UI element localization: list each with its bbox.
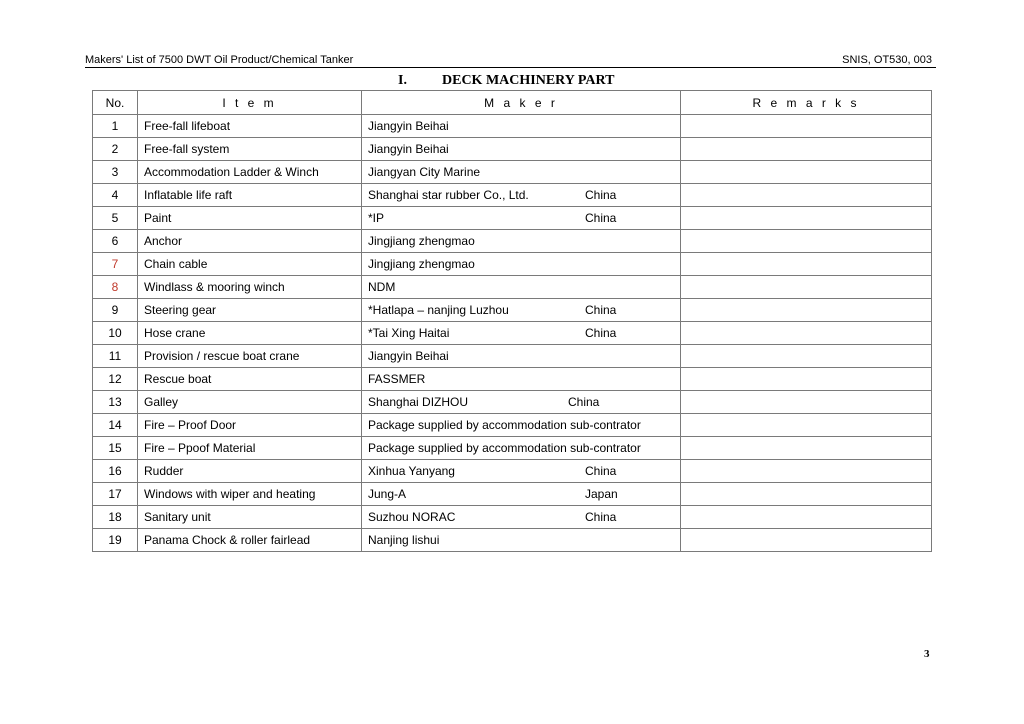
- table-row: [93, 391, 932, 414]
- remarks-cell: [681, 506, 932, 529]
- row-number: 13: [93, 391, 138, 414]
- table-row: [93, 276, 932, 299]
- maker-name: Jung-A: [368, 487, 407, 501]
- maker-country: China: [585, 464, 617, 478]
- maker-name: NDM: [368, 280, 396, 294]
- makers-table: [92, 90, 932, 552]
- maker-cell: [362, 322, 681, 345]
- item-cell: Hose crane: [138, 322, 362, 345]
- row-number: 10: [93, 322, 138, 345]
- maker-country: Japan: [585, 487, 618, 501]
- item-cell: Anchor: [138, 230, 362, 253]
- row-number: 8: [93, 276, 138, 299]
- maker-country: China: [585, 326, 617, 340]
- remarks-cell: [681, 230, 932, 253]
- page-header: [85, 54, 936, 68]
- maker-name: Jiangyin Beihai: [368, 142, 449, 156]
- maker-cell: [362, 253, 681, 276]
- row-number: 11: [93, 345, 138, 368]
- maker-name: Jingjiang zhengmao: [368, 234, 475, 248]
- item-cell: Fire – Proof Door: [138, 414, 362, 437]
- table-row: [93, 207, 932, 230]
- maker-name: Suzhou NORAC: [368, 510, 456, 524]
- maker-cell: [362, 138, 681, 161]
- maker-cell: [362, 230, 681, 253]
- row-number: 16: [93, 460, 138, 483]
- row-number: 1: [93, 115, 138, 138]
- maker-name: Shanghai star rubber Co., Ltd.: [368, 188, 529, 202]
- maker-cell: [362, 368, 681, 391]
- column-header-item: I t e m: [138, 91, 362, 115]
- maker-cell: [362, 414, 681, 437]
- row-number: 14: [93, 414, 138, 437]
- table-row: [93, 138, 932, 161]
- item-cell: Provision / rescue boat crane: [138, 345, 362, 368]
- maker-name: Shanghai DIZHOU: [368, 395, 469, 409]
- table-row: [93, 345, 932, 368]
- maker-cell: [362, 276, 681, 299]
- row-number: 19: [93, 529, 138, 552]
- row-number: 12: [93, 368, 138, 391]
- item-cell: Panama Chock & roller fairlead: [138, 529, 362, 552]
- remarks-cell: [681, 184, 932, 207]
- item-cell: Rescue boat: [138, 368, 362, 391]
- table-row: [93, 506, 932, 529]
- maker-cell: [362, 391, 681, 414]
- row-number: 6: [93, 230, 138, 253]
- remarks-cell: [681, 368, 932, 391]
- maker-name: Jiangyin Beihai: [368, 119, 449, 133]
- item-cell: Chain cable: [138, 253, 362, 276]
- maker-cell: [362, 529, 681, 552]
- remarks-cell: [681, 345, 932, 368]
- item-cell: Accommodation Ladder & Winch: [138, 161, 362, 184]
- maker-cell: [362, 506, 681, 529]
- remarks-cell: [681, 437, 932, 460]
- remarks-cell: [681, 483, 932, 506]
- maker-cell: [362, 184, 681, 207]
- item-cell: Free-fall system: [138, 138, 362, 161]
- column-header-no: No.: [93, 91, 138, 115]
- item-cell: Paint: [138, 207, 362, 230]
- table-row: [93, 529, 932, 552]
- maker-country: China: [585, 510, 617, 524]
- table-row: [93, 414, 932, 437]
- maker-name: FASSMER: [368, 372, 426, 386]
- row-number: 5: [93, 207, 138, 230]
- column-header-remarks: R e m a r k s: [681, 91, 932, 115]
- section-number: I.: [398, 73, 407, 88]
- table-row: [93, 115, 932, 138]
- item-cell: Steering gear: [138, 299, 362, 322]
- item-cell: Galley: [138, 391, 362, 414]
- remarks-cell: [681, 529, 932, 552]
- remarks-cell: [681, 138, 932, 161]
- maker-name: Nanjing lishui: [368, 533, 440, 547]
- document-code: SNIS, OT530, 003: [842, 54, 932, 66]
- remarks-cell: [681, 161, 932, 184]
- page-number: 3: [924, 648, 930, 660]
- maker-cell: [362, 161, 681, 184]
- table-row: [93, 368, 932, 391]
- table-row: [93, 253, 932, 276]
- row-number: 15: [93, 437, 138, 460]
- item-cell: Free-fall lifeboat: [138, 115, 362, 138]
- maker-name: *Tai Xing Haitai: [368, 326, 450, 340]
- remarks-cell: [681, 115, 932, 138]
- maker-name: Jingjiang zhengmao: [368, 257, 475, 271]
- row-number: 4: [93, 184, 138, 207]
- maker-cell: [362, 115, 681, 138]
- document-title: Makers' List of 7500 DWT Oil Product/Chemical Tanker: [85, 54, 354, 66]
- maker-cell: [362, 345, 681, 368]
- column-header-maker: M a k e r: [362, 91, 681, 115]
- maker-cell: [362, 207, 681, 230]
- maker-cell: [362, 460, 681, 483]
- table-row: [93, 299, 932, 322]
- maker-name: Package supplied by accommodation sub-contrator: [368, 418, 641, 432]
- maker-cell: [362, 483, 681, 506]
- remarks-cell: [681, 322, 932, 345]
- remarks-cell: [681, 391, 932, 414]
- row-number: 7: [93, 253, 138, 276]
- maker-name: Jiangyan City Marine: [368, 165, 481, 179]
- row-number: 3: [93, 161, 138, 184]
- maker-name: Xinhua Yanyang: [368, 464, 455, 478]
- remarks-cell: [681, 276, 932, 299]
- section-title: DECK MACHINERY PART: [442, 73, 615, 88]
- table-row: [93, 161, 932, 184]
- maker-name: Package supplied by accommodation sub-contrator: [368, 441, 641, 455]
- row-number: 9: [93, 299, 138, 322]
- row-number: 18: [93, 506, 138, 529]
- remarks-cell: [681, 299, 932, 322]
- item-cell: Fire – Ppoof Material: [138, 437, 362, 460]
- table-row: [93, 184, 932, 207]
- maker-cell: [362, 437, 681, 460]
- maker-country: China: [568, 395, 600, 409]
- maker-cell: [362, 299, 681, 322]
- row-number: 2: [93, 138, 138, 161]
- maker-name: Jiangyin Beihai: [368, 349, 449, 363]
- table-row: [93, 230, 932, 253]
- item-cell: Rudder: [138, 460, 362, 483]
- remarks-cell: [681, 207, 932, 230]
- section-heading: [398, 73, 614, 89]
- maker-country: China: [585, 211, 617, 225]
- table-row: [93, 483, 932, 506]
- table-body: [93, 115, 932, 552]
- table-header-row: [93, 91, 932, 115]
- table-row: [93, 460, 932, 483]
- maker-name: *Hatlapa – nanjing Luzhou: [368, 303, 509, 317]
- table-row: [93, 437, 932, 460]
- item-cell: Sanitary unit: [138, 506, 362, 529]
- maker-country: China: [585, 303, 617, 317]
- item-cell: Windows with wiper and heating: [138, 483, 362, 506]
- row-number: 17: [93, 483, 138, 506]
- remarks-cell: [681, 253, 932, 276]
- remarks-cell: [681, 460, 932, 483]
- maker-country: China: [585, 188, 617, 202]
- item-cell: Inflatable life raft: [138, 184, 362, 207]
- maker-name: *IP: [368, 211, 385, 225]
- remarks-cell: [681, 414, 932, 437]
- item-cell: Windlass & mooring winch: [138, 276, 362, 299]
- table-row: [93, 322, 932, 345]
